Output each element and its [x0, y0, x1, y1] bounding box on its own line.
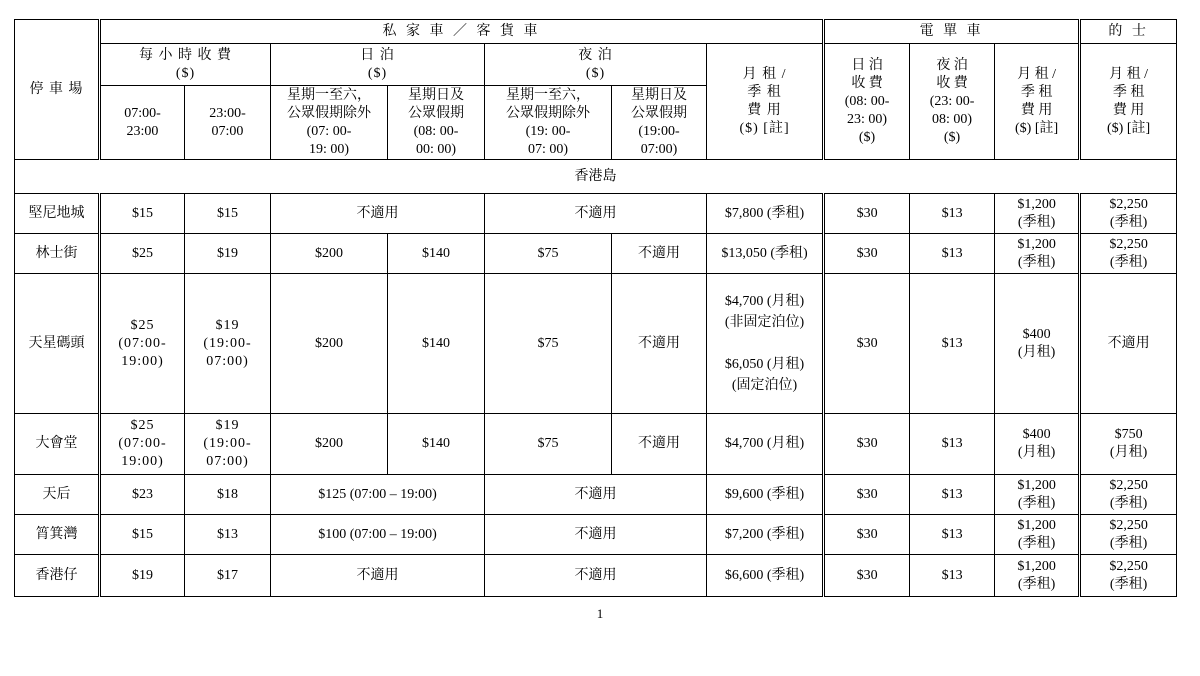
mc-day-fee: $30	[824, 414, 910, 475]
header-night-weekday: 星期一至六， 公眾假期除外 (19: 00- 07: 00)	[485, 86, 612, 160]
table-row	[15, 234, 1177, 274]
taxi-monthly-fee: $2,250 (季租)	[1080, 194, 1177, 234]
night-weekday-fee: $75	[485, 414, 612, 475]
night-holiday-fee: 不適用	[612, 234, 707, 274]
night-park-fee: 不適用	[485, 475, 707, 515]
header-night-park: 夜 泊 ($)	[485, 44, 707, 86]
night-park-fee: 不適用	[485, 555, 707, 597]
mc-monthly-fee: $400 (月租)	[995, 274, 1080, 414]
header-taxi: 的 士	[1080, 20, 1177, 44]
hourly-day: $25 (07:00- 19:00)	[100, 414, 185, 475]
mc-night-fee: $13	[910, 274, 995, 414]
table-row	[15, 194, 1177, 234]
header-car-park: 停 車 場	[15, 20, 100, 160]
night-weekday-fee: $75	[485, 274, 612, 414]
header-day-holiday: 星期日及 公眾假期 (08: 00- 00: 00)	[388, 86, 485, 160]
night-weekday-fee: $75	[485, 234, 612, 274]
mc-night-fee: $13	[910, 515, 995, 555]
car-park-name: 堅尼地城	[15, 194, 100, 234]
table-row	[15, 274, 1177, 414]
taxi-monthly-fee: $2,250 (季租)	[1080, 475, 1177, 515]
header-mc-day: 日 泊 收 費 (08: 00- 23: 00) ($)	[824, 44, 910, 160]
mc-night-fee: $13	[910, 234, 995, 274]
table-row	[15, 515, 1177, 555]
taxi-monthly-fee: $2,250 (季租)	[1080, 234, 1177, 274]
monthly-fee: $7,200 (季租)	[707, 515, 824, 555]
header-private-car: 私 家 車 ／ 客 貨 車	[100, 20, 824, 44]
taxi-monthly-fee: $2,250 (季租)	[1080, 555, 1177, 597]
car-park-name: 天后	[15, 475, 100, 515]
mc-day-fee: $30	[824, 515, 910, 555]
monthly-fee: $7,800 (季租)	[707, 194, 824, 234]
parking-fee-table	[14, 19, 1177, 597]
header-taxi-monthly: 月 租 / 季 租 費 用 ($) [註]	[1080, 44, 1177, 160]
page-number: 1	[596, 606, 604, 621]
monthly-fee: $6,600 (季租)	[707, 555, 824, 597]
table-row	[15, 555, 1177, 597]
monthly-fee: $4,700 (月租) (非固定泊位) $6,050 (月租) (固定泊位)	[707, 274, 824, 414]
monthly-fee: $9,600 (季租)	[707, 475, 824, 515]
header-day-weekday: 星期一至六， 公眾假期除外 (07: 00- 19: 00)	[271, 86, 388, 160]
hourly-day: $23	[100, 475, 185, 515]
hourly-night: $15	[185, 194, 271, 234]
header-night-holiday: 星期日及 公眾假期 (19:00- 07:00)	[612, 86, 707, 160]
night-park-fee: 不適用	[485, 515, 707, 555]
mc-night-fee: $13	[910, 414, 995, 475]
region-hong-kong-island: 香港島	[15, 160, 1177, 194]
hourly-night: $13	[185, 515, 271, 555]
header-hour-night: 23:00- 07:00	[185, 86, 271, 160]
mc-night-fee: $13	[910, 475, 995, 515]
mc-day-fee: $30	[824, 234, 910, 274]
hourly-night: $18	[185, 475, 271, 515]
car-park-name: 筲箕灣	[15, 515, 100, 555]
mc-monthly-fee: $1,200 (季租)	[995, 475, 1080, 515]
day-weekday-fee: $200	[271, 234, 388, 274]
night-holiday-fee: 不適用	[612, 274, 707, 414]
mc-day-fee: $30	[824, 475, 910, 515]
taxi-monthly-fee: $750 (月租)	[1080, 414, 1177, 475]
mc-day-fee: $30	[824, 274, 910, 414]
header-hour-day: 07:00- 23:00	[100, 86, 185, 160]
hourly-night: $19	[185, 234, 271, 274]
mc-monthly-fee: $1,200 (季租)	[995, 555, 1080, 597]
table-row	[15, 475, 1177, 515]
day-park-fee: 不適用	[271, 194, 485, 234]
mc-monthly-fee: $400 (月租)	[995, 414, 1080, 475]
header-motorcycle: 電 單 車	[824, 20, 1080, 44]
mc-night-fee: $13	[910, 194, 995, 234]
taxi-monthly-fee: 不適用	[1080, 274, 1177, 414]
hourly-night: $19 (19:00- 07:00)	[185, 274, 271, 414]
mc-monthly-fee: $1,200 (季租)	[995, 234, 1080, 274]
header-mc-night: 夜 泊 收 費 (23: 00- 08: 00) ($)	[910, 44, 995, 160]
header-monthly-private: 月 租 / 季 租 費 用 ($) [註]	[707, 44, 824, 160]
car-park-name: 大會堂	[15, 414, 100, 475]
hourly-day: $19	[100, 555, 185, 597]
monthly-fee: $4,700 (月租)	[707, 414, 824, 475]
car-park-name: 天星碼頭	[15, 274, 100, 414]
hourly-night: $19 (19:00- 07:00)	[185, 414, 271, 475]
hourly-day: $15	[100, 194, 185, 234]
header-mc-monthly: 月 租 / 季 租 費 用 ($) [註]	[995, 44, 1080, 160]
hourly-night: $17	[185, 555, 271, 597]
day-weekday-fee: $200	[271, 274, 388, 414]
car-park-name: 林士街	[15, 234, 100, 274]
day-park-fee: 不適用	[271, 555, 485, 597]
day-park-fee: $125 (07:00 – 19:00)	[271, 475, 485, 515]
hourly-day: $25	[100, 234, 185, 274]
day-holiday-fee: $140	[388, 234, 485, 274]
mc-monthly-fee: $1,200 (季租)	[995, 515, 1080, 555]
mc-night-fee: $13	[910, 555, 995, 597]
night-holiday-fee: 不適用	[612, 414, 707, 475]
day-holiday-fee: $140	[388, 274, 485, 414]
mc-monthly-fee: $1,200 (季租)	[995, 194, 1080, 234]
header-day-park: 日 泊 ($)	[271, 44, 485, 86]
day-weekday-fee: $200	[271, 414, 388, 475]
table-row	[15, 414, 1177, 475]
monthly-fee: $13,050 (季租)	[707, 234, 824, 274]
night-park-fee: 不適用	[485, 194, 707, 234]
mc-day-fee: $30	[824, 555, 910, 597]
hourly-day: $15	[100, 515, 185, 555]
mc-day-fee: $30	[824, 194, 910, 234]
taxi-monthly-fee: $2,250 (季租)	[1080, 515, 1177, 555]
day-park-fee: $100 (07:00 – 19:00)	[271, 515, 485, 555]
car-park-name: 香港仔	[15, 555, 100, 597]
day-holiday-fee: $140	[388, 414, 485, 475]
header-hourly: 每 小 時 收 費 ($)	[100, 44, 271, 86]
hourly-day: $25 (07:00- 19:00)	[100, 274, 185, 414]
